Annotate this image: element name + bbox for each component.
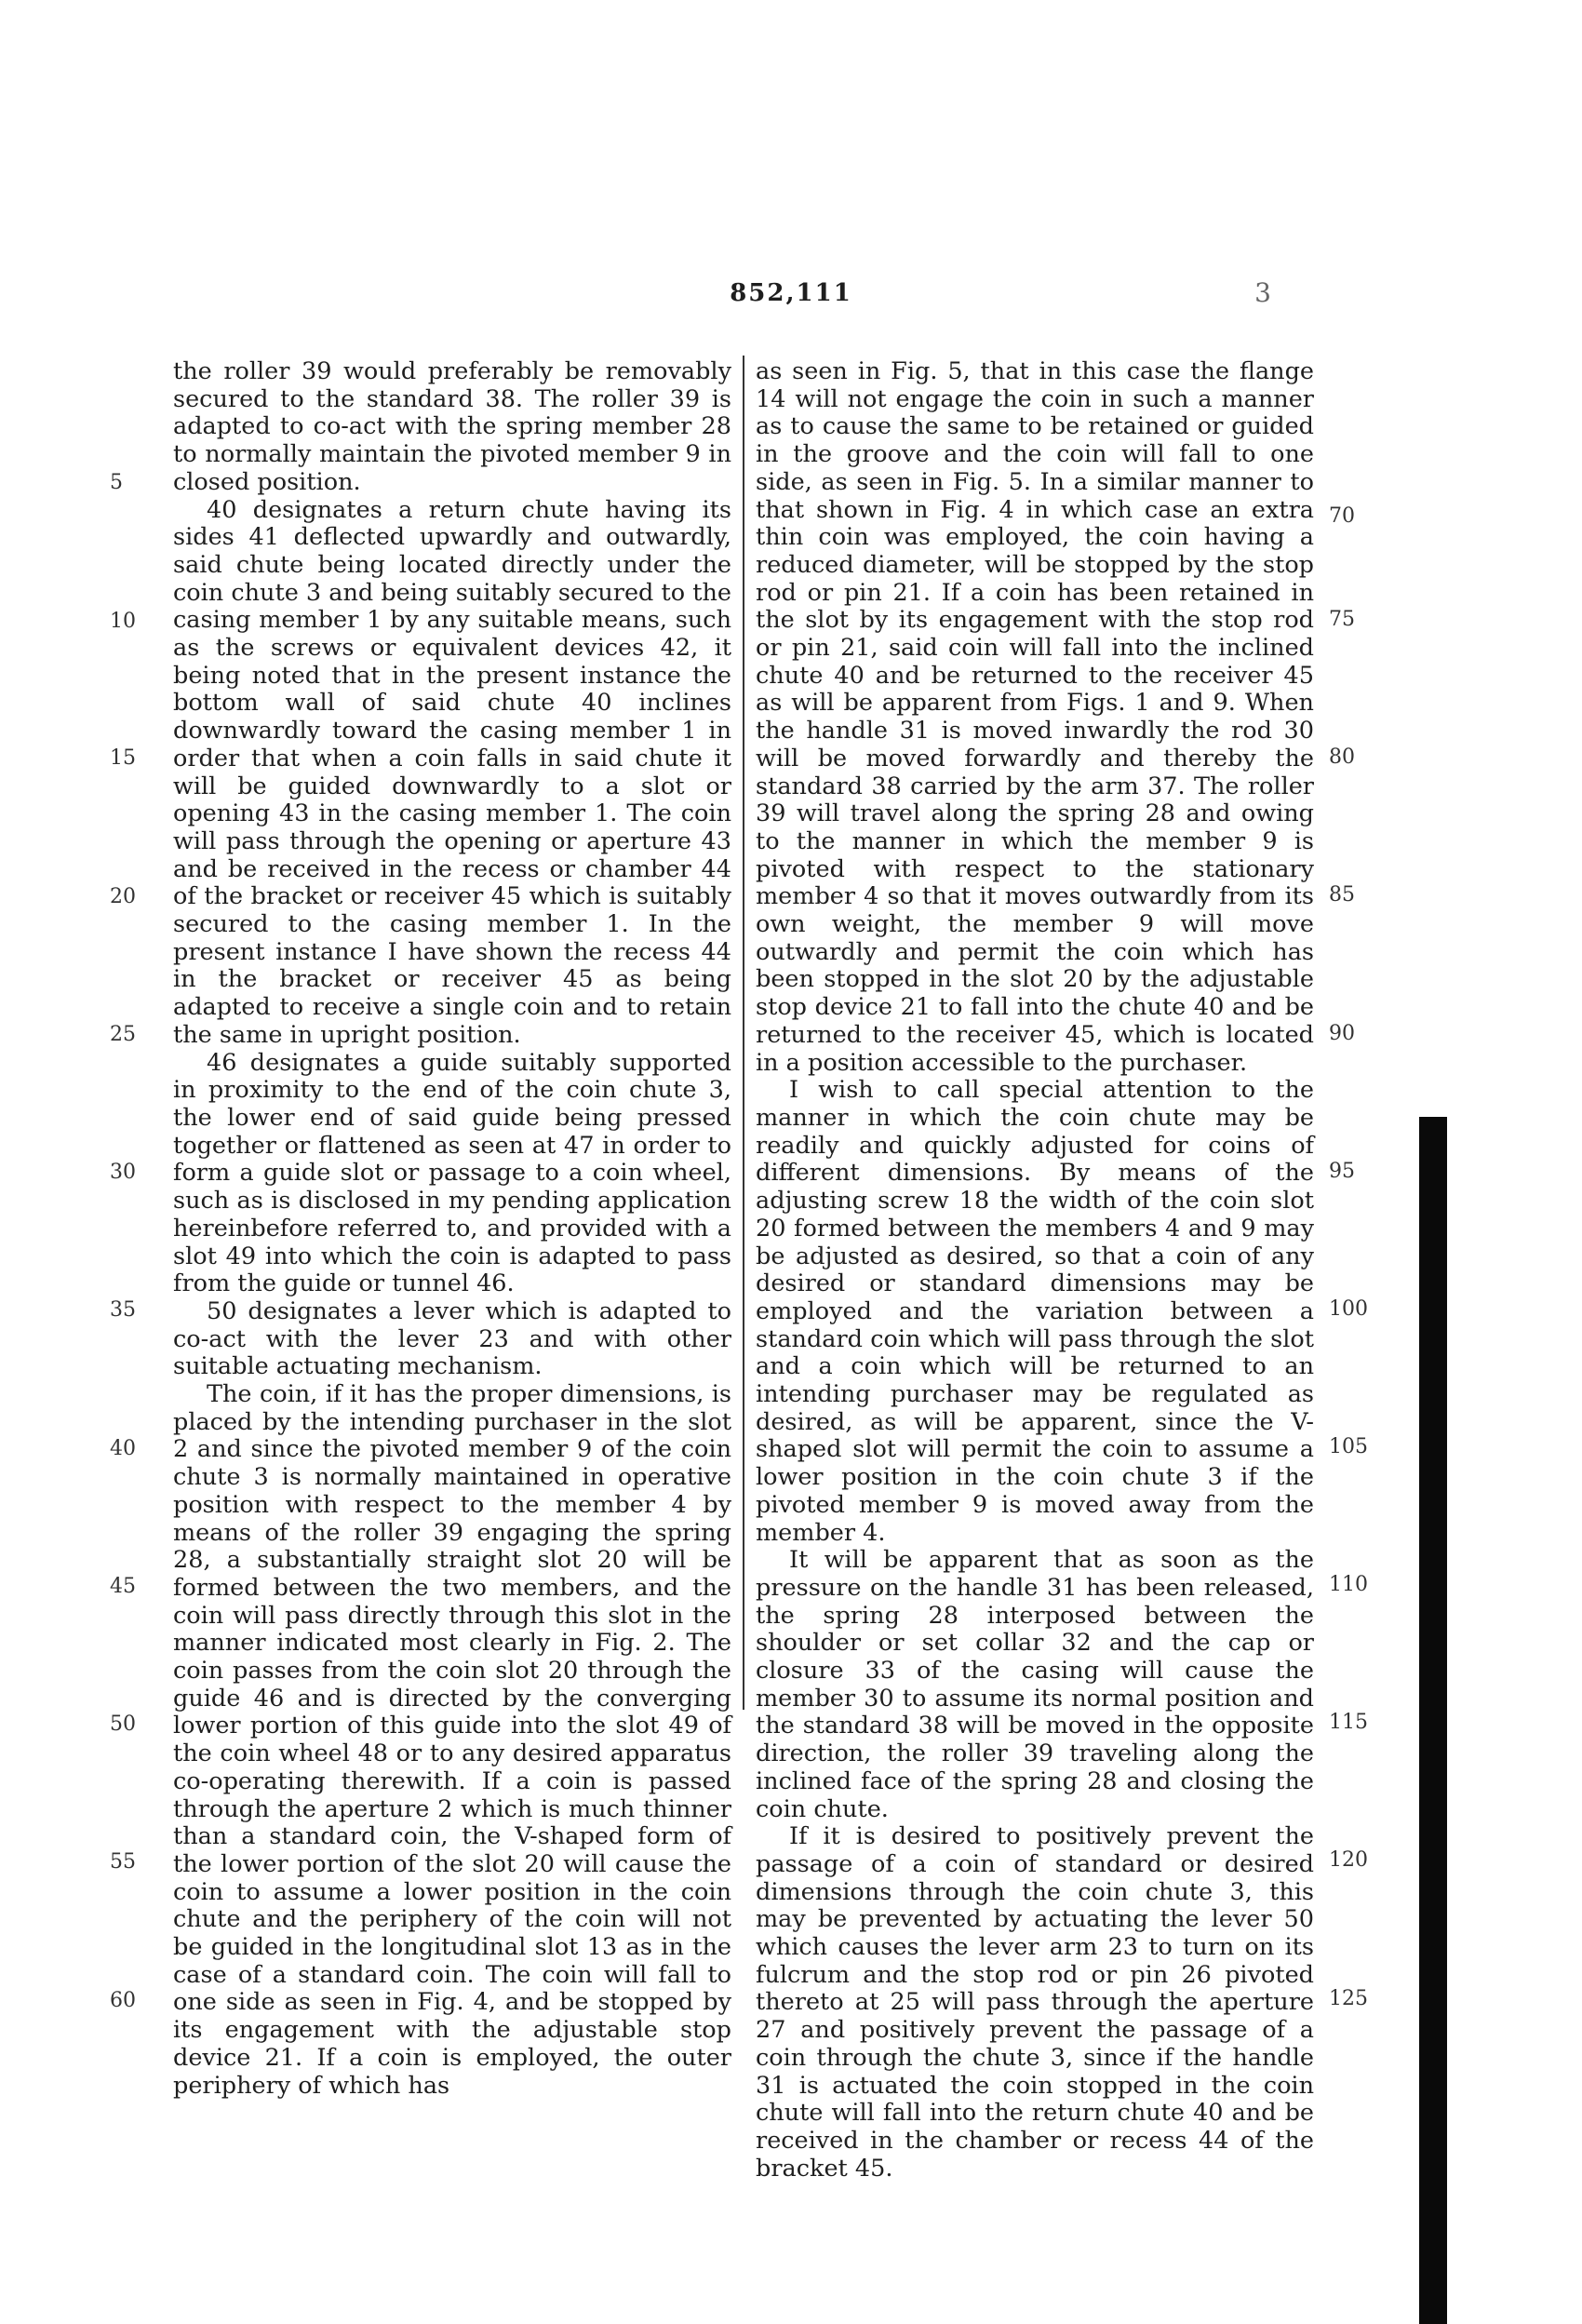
- line-number: 105: [1329, 1435, 1368, 1458]
- line-number: 20: [110, 885, 136, 908]
- line-number: 75: [1329, 608, 1355, 631]
- right-column: [756, 358, 1314, 2183]
- line-number: 125: [1329, 1987, 1368, 2010]
- scan-edge-bar: [1419, 1117, 1447, 2324]
- line-number: 100: [1329, 1297, 1368, 1321]
- paragraph: If it is desired to positively prevent the passage of a coin of standard or desired dimensions through the coin chute 3, this may be prevented by actuating the lever 50 which causes the lever arm 23 to turn on its fulcrum and the stop rod or pin 26 pivoted thereto at 25 will pass through the aperture 27 and positively prevent the passage of a coin through the chute 3, since if the handle 31 is actuated the coin stopped in the coin chute will fall into the return chute 40 and be received in the chamber or recess 44 of the bracket 45.: [756, 1822, 1314, 2183]
- line-number: 95: [1329, 1160, 1355, 1183]
- paragraph: 40 designates a return chute having its sides 41 deflected upwardly and outwardly, said chute being located directly under the coin chute 3 and being suitably secured to the casing member 1 by any suitable means, such as the screws or equivalent devices 42, it being noted that in the present instance the bottom wall of said chute 40 inclines downwardly toward the casing member 1 in order that when a coin falls in said chute it will be guided downwardly to a slot or opening 43 in the casing member 1. The coin will pass through the opening or aperture 43 and be received in the recess or chamber 44 of the bracket or receiver 45 which is suitably secured to the casing member 1. In the present instance I have shown the recess 44 in the bracket or receiver 45 as being adapted to receive a single coin and to retain the same in upright position.: [173, 495, 731, 1049]
- line-number: 85: [1329, 883, 1355, 907]
- paragraph: 50 designates a lever which is adapted to co-act with the lever 23 and with other suitable actuating mechanism.: [173, 1296, 731, 1381]
- line-number: 30: [110, 1161, 136, 1184]
- paragraph: I wish to call special attention to the manner in which the coin chute may be readily and quickly adjusted for coins of different dimensions. By means of the adjusting screw 18 the width of the coin slot 20 formed between the members 4 and 9 may be adjusted as desired, so that a coin of any desired or standard dimensions may be employed and the variation between a standard coin which will pass through the slot and a coin which will be returned to an intending purchaser may be regulated as desired, as will be apparent, since the V-shaped slot will permit the coin to assume a lower position in the coin chute 3 if the pivoted member 9 is moved away from the member 4.: [756, 1076, 1314, 1547]
- paragraph: the roller 39 would preferably be removably secured to the standard 38. The roller 39 is adapted to co-act with the spring member 28 to normally maintain the pivoted member 9 in closed position.: [173, 357, 731, 496]
- line-number: 50: [110, 1713, 136, 1736]
- line-number: 35: [110, 1298, 136, 1322]
- paragraph: 46 designates a guide suitably supported in proximity to the end of the coin chute 3, the lower end of said guide being pressed together or flattened as seen at 47 in order to form a guide slot or passage to a coin wheel, such as is disclosed in my pending application hereinbefore referred to, and provided with a slot 49 into which the coin is adapted to pass from the guide or tunnel 46.: [173, 1048, 731, 1298]
- line-number: 40: [110, 1437, 136, 1460]
- page-number: 3: [1254, 277, 1271, 308]
- line-number: 80: [1329, 746, 1355, 769]
- line-number: 45: [110, 1575, 136, 1598]
- patent-number: 852,111: [730, 279, 852, 307]
- line-number: 120: [1329, 1848, 1368, 1872]
- line-number: 25: [110, 1023, 136, 1046]
- paragraph: It will be apparent that as soon as the pressure on the handle 31 has been released, the spring 28 interposed between the shoulder or set collar 32 and the cap or closure 33 of the casing will cause the member 30 to assume its normal position and the standard 38 will be moved in the opposite direction, the roller 39 traveling along the inclined face of the spring 28 and closing the coin chute.: [756, 1546, 1314, 1823]
- line-number: 5: [110, 471, 123, 494]
- paragraph: The coin, if it has the proper dimensions, is placed by the intending purchaser in the slot 2 and since the pivoted member 9 of the coin chute 3 is normally maintained in operative position with respect to the member 4 by means of the roller 39 engaging the spring 28, a substantially straight slot 20 will be formed between the two members, and the coin will pass directly through this slot in the manner indicated most clearly in Fig. 2. The coin passes from the coin slot 20 through the guide 46 and is directed by the converging lower portion of this guide into the slot 49 of the coin wheel 48 or to any desired apparatus co-operating therewith. If a coin is passed through the aperture 2 which is much thinner than a standard coin, the V-shaped form of the lower portion of the slot 20 will cause the coin to assume a lower position in the coin chute and the periphery of the coin will not be guided in the longitudinal slot 13 as in the case of a standard coin. The coin will fall to one side as seen in Fig. 4, and be stopped by its engagement with the adjustable stop device 21. If a coin is employed, the outer periphery of which has: [173, 1380, 731, 2100]
- line-number: 90: [1329, 1022, 1355, 1045]
- paragraph: as seen in Fig. 5, that in this case the flange 14 will not engage the coin in such a manner as to cause the same to be retained or guided in the groove and the coin will fall to one side, as seen in Fig. 5. In a similar manner to that shown in Fig. 4 in which case an extra thin coin was employed, the coin having a reduced diameter, will be stopped by the stop rod or pin 21. If a coin has been retained in the slot by its engagement with the stop rod or pin 21, said coin will fall into the inclined chute 40 and be returned to the receiver 45 as will be apparent from Figs. 1 and 9. When the handle 31 is moved inwardly the rod 30 will be moved forwardly and thereby the standard 38 carried by the arm 37. The roller 39 will travel along the spring 28 and owing to the manner in which the member 9 is pivoted with respect to the stationary member 4 so that it moves outwardly from its own weight, the member 9 will move outwardly and permit the coin which has been stopped in the slot 20 by the adjustable stop device 21 to fall into the chute 40 and be returned to the receiver 45, which is located in a position accessible to the purchaser.: [756, 357, 1314, 1077]
- line-number: 55: [110, 1850, 136, 1874]
- line-number: 115: [1329, 1711, 1368, 1734]
- column-divider: [743, 356, 744, 1710]
- left-column: [173, 358, 731, 2100]
- line-number: 70: [1329, 504, 1355, 528]
- line-number: 60: [110, 1989, 136, 2012]
- line-number: 10: [110, 610, 136, 633]
- line-number: 110: [1329, 1573, 1368, 1596]
- line-number: 15: [110, 746, 136, 770]
